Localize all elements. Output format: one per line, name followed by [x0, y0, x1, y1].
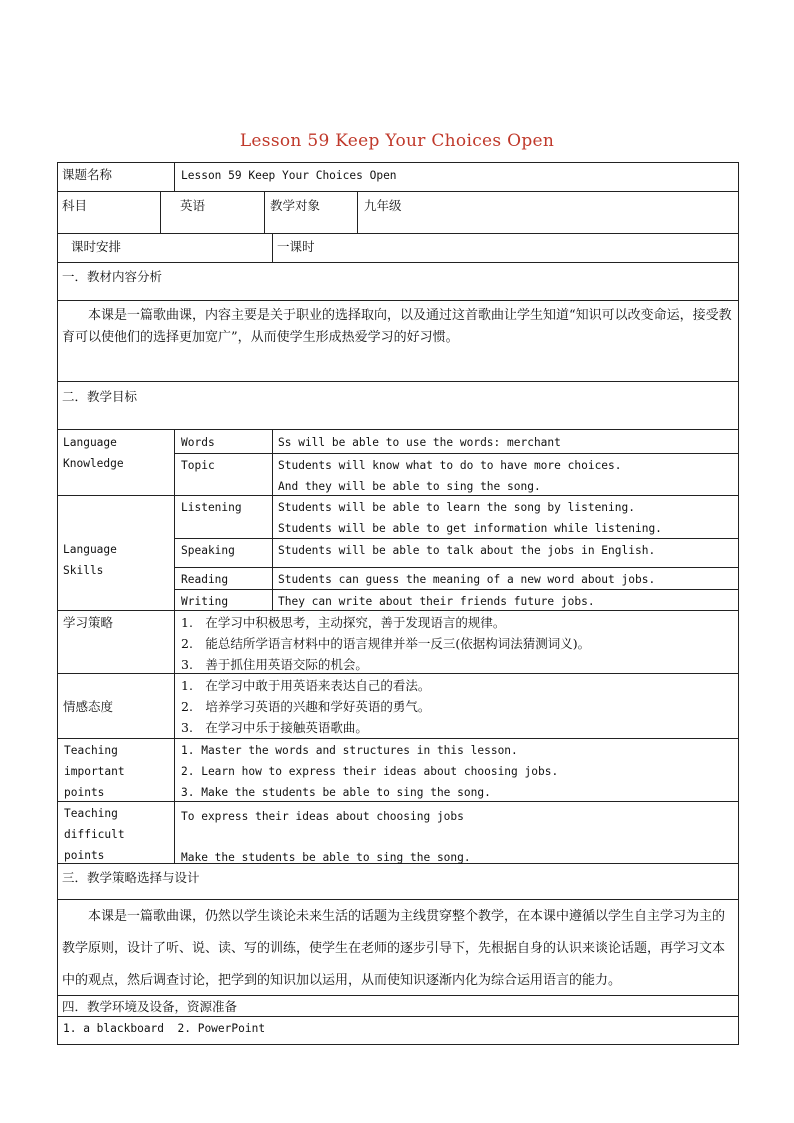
section4-body: 1. a blackboard 2. PowerPoint	[63, 1022, 266, 1035]
section2-heading: 二．教学目标	[62, 389, 138, 404]
listening-label: Listening	[181, 501, 242, 514]
topic-value: Lesson 59 Keep Your Choices Open	[181, 169, 397, 182]
audience-value: 九年级	[364, 198, 402, 213]
difficult-text: Make the students be able to sing the song.	[181, 851, 471, 864]
speaking-text: Students will be able to talk about the jobs in English.	[278, 544, 656, 557]
subject-value: 英语	[180, 198, 206, 213]
words-label: Words	[181, 436, 215, 449]
section3-heading: 三．教学策略选择与设计	[62, 870, 200, 885]
difficult-label: Teaching	[64, 807, 118, 820]
listening-text-2: Students will be able to get information while listening.	[278, 522, 662, 535]
section1-body: 本课是一篇歌曲课，内容主要是关于职业的选择取向，以及通过这首歌曲让学生知道“知识可以改变命运，接受教育可以使他们的选择更加宽广”，从而使学生形成热爱学习的好习惯。	[62, 308, 732, 345]
speaking-label: Speaking	[181, 544, 235, 557]
reading-text: Students can guess the meaning of a new word about jobs.	[278, 573, 656, 586]
important-item: 2. Learn how to express their ideas about choosing jobs.	[181, 765, 559, 778]
difficult-text: To express their ideas about choosing jobs	[181, 810, 464, 823]
words-text: Ss will be able to use the words: merchant	[278, 436, 561, 449]
difficult-label: difficult	[64, 828, 125, 841]
strategy-item: 1. 在学习中积极思考，主动探究，善于发现语言的规律。	[181, 615, 506, 630]
period-value: 一课时	[277, 239, 315, 254]
attitude-label: 情感态度	[63, 699, 114, 714]
important-label: points	[64, 786, 105, 799]
document-title: Lesson 59 Keep Your Choices Open	[239, 131, 555, 151]
section4-heading: 四．教学环境及设备，资源准备	[62, 999, 238, 1014]
writing-label: Writing	[181, 595, 229, 608]
writing-text: They can write about their friends future jobs.	[278, 595, 595, 608]
section1-heading: 一．教材内容分析	[62, 269, 163, 284]
reading-label: Reading	[181, 573, 229, 586]
language-skills-label: Language Skills	[63, 543, 117, 577]
topic-sub-label: Topic	[181, 459, 215, 472]
attitude-item: 3. 在学习中乐于接触英语歌曲。	[181, 720, 368, 735]
attitude-item: 2. 培养学习英语的兴趣和学好英语的勇气。	[181, 699, 431, 714]
language-knowledge-label: Language Knowledge	[63, 436, 124, 470]
important-label: Teaching	[64, 744, 118, 757]
important-label: important	[64, 765, 125, 778]
listening-text-1: Students will be able to learn the song by listening.	[278, 501, 635, 514]
attitude-item: 1. 在学习中敢于用英语来表达自己的看法。	[181, 678, 431, 693]
topic-text-2: And they will be able to sing the song.	[278, 480, 541, 493]
audience-label: 教学对象	[270, 198, 321, 213]
strategy-item: 3. 善于抓住用英语交际的机会。	[181, 657, 368, 672]
important-item: 1. Master the words and structures in this lesson.	[181, 744, 518, 757]
strategy-label: 学习策略	[63, 615, 114, 630]
difficult-label: points	[64, 849, 105, 862]
subject-label: 科目	[62, 198, 88, 213]
period-label: 课时安排	[71, 239, 122, 254]
topic-label: 课题名称	[62, 167, 113, 182]
topic-text-1: Students will know what to do to have more choices.	[278, 459, 622, 472]
strategy-item: 2. 能总结所学语言材料中的语言规律并举一反三(依据构词法猜测词义)。	[181, 636, 591, 651]
section3-body: 本课是一篇歌曲课，仍然以学生谈论未来生活的话题为主线贯穿整个教学，在本课中遵循以学生自主学习为主的教学原则，设计了听、说、读、写的训练，使学生在老师的逐步引导下，先根据自身的认识来谈论话题，再学习文本中的观点，然后调查讨论，把学到的知识加以运用，从而使知识逐渐内化为综合运用语言的能力。	[62, 909, 726, 988]
important-item: 3. Make the students be able to sing the song.	[181, 786, 491, 799]
